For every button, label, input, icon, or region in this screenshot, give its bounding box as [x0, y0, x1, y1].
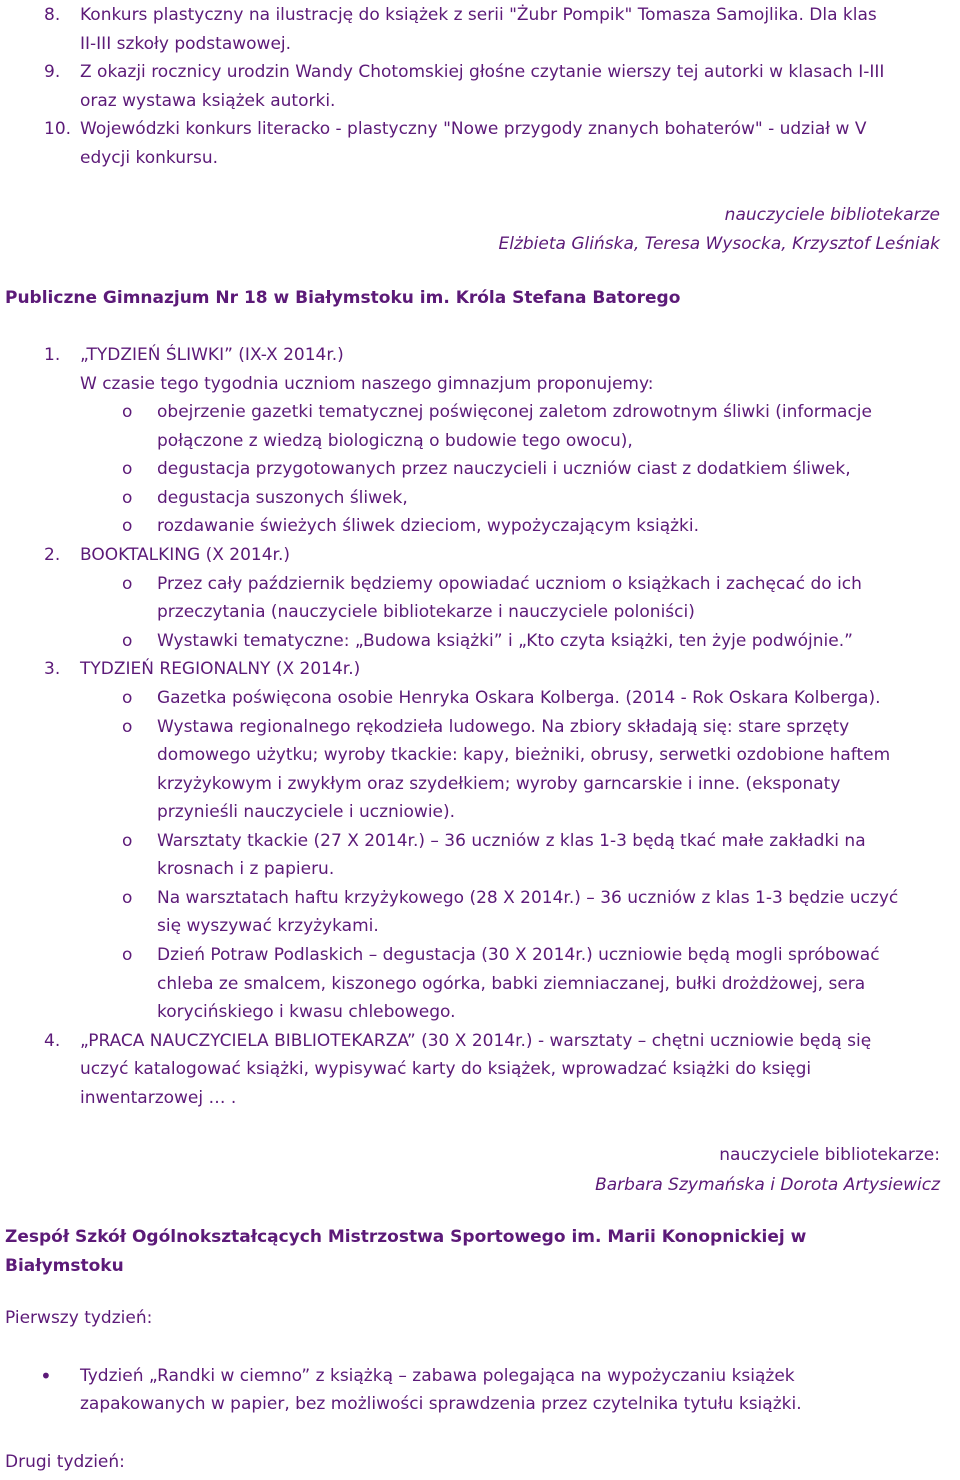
list-item-text: degustacja przygotowanych przez nauczycieli i uczniów ciast z dodatkiem śliwek, — [157, 459, 851, 479]
week-heading: Drugi tydzień: — [5, 1452, 125, 1472]
bullet-o: o — [122, 516, 133, 536]
section-title: BOOKTALKING (X 2014r.) — [80, 545, 290, 565]
list-item-text: obejrzenie gazetki tematycznej poświęconej zaletom zdrowotnym śliwki (informacje — [157, 402, 872, 422]
list-item-text: zapakowanych w papier, bez możliwości sprawdzenia przez czytelnika tytułu książki. — [80, 1394, 802, 1414]
list-item-text: korycińskiego i kwasu chlebowego. — [157, 1002, 456, 1022]
school-heading: Publiczne Gimnazjum Nr 18 w Białymstoku im. Króla Stefana Batorego — [5, 288, 681, 308]
list-item-text: przeczytania (nauczyciele bibliotekarze i nauczyciele poloniści) — [157, 602, 695, 622]
list-item-text: Gazetka poświęcona osobie Henryka Oskara Kolberga. (2014 - Rok Oskara Kolberga). — [157, 688, 881, 708]
list-item-text: Na warsztatach haftu krzyżykowego (28 X 2014r.) – 36 uczniów z klas 1-3 będzie uczyć — [157, 888, 899, 908]
list-item-text: oraz wystawa książek autorki. — [80, 91, 336, 111]
section-text: uczyć katalogować książki, wypisywać karty do książek, wprowadzać książki do księgi — [80, 1059, 812, 1079]
list-item-text: Wystawki tematyczne: „Budowa książki” i „Kto czyta książki, ten żyje podwójnie.” — [157, 631, 853, 651]
signature-names: Barbara Szymańska i Dorota Artysiewicz — [595, 1175, 940, 1195]
list-item-text: II-III szkoły podstawowej. — [80, 34, 292, 54]
bullet-o: o — [122, 888, 133, 908]
signature-role: nauczyciele bibliotekarze — [724, 205, 940, 225]
list-item-text: Dzień Potraw Podlaskich – degustacja (30 X 2014r.) uczniowie będą mogli spróbować — [157, 945, 880, 965]
list-item-text: Wystawa regionalnego rękodzieła ludowego. Na zbiory składają się: stare sprzęty — [157, 717, 850, 737]
section-title: „PRACA NAUCZYCIELA BIBLIOTEKARZA” (30 X 2014r.) - warsztaty – chętni uczniowie będą się — [80, 1031, 872, 1051]
list-item-text: krosnach i z papieru. — [157, 859, 335, 879]
bullet-o: o — [122, 717, 133, 737]
list-item-text: Wojewódzki konkurs literacko - plastyczny "Nowe przygody znanych bohaterów" - udział w V — [80, 119, 867, 139]
list-item-text: Tydzień „Randki w ciemno” z książką – zabawa polegająca na wypożyczaniu książek — [80, 1366, 795, 1386]
section-text: inwentarzowej … . — [80, 1088, 237, 1108]
school-heading: Białymstoku — [5, 1256, 124, 1276]
list-item-text: Z okazji rocznicy urodzin Wandy Chotomskiej głośne czytanie wierszy tej autorki w klasach I-III — [80, 62, 885, 82]
list-item-text: się wyszywać krzyżykami. — [157, 916, 379, 936]
list-item-text: Przez cały październik będziemy opowiadać uczniom o książkach i zachęcać do ich — [157, 574, 862, 594]
section-intro: W czasie tego tygodnia uczniom naszego gimnazjum proponujemy: — [80, 374, 654, 394]
bullet-o: o — [122, 459, 133, 479]
list-item-text: edycji konkursu. — [80, 148, 219, 168]
list-item-text: Konkurs plastyczny na ilustrację do książek z serii "Żubr Pompik" Tomasza Samojlika. Dla klas — [80, 5, 877, 25]
week-heading: Pierwszy tydzień: — [5, 1308, 153, 1328]
list-item-text: połączone z wiedzą biologiczną o budowie tego owocu), — [157, 431, 633, 451]
bullet-dot: • — [40, 1364, 52, 1388]
list-item-text: degustacja suszonych śliwek, — [157, 488, 408, 508]
list-number: 8. — [44, 5, 61, 25]
list-item-text: rozdawanie świeżych śliwek dzieciom, wypożyczającym książki. — [157, 516, 700, 536]
section-title: „TYDZIEŃ ŚLIWKI” (IX-X 2014r.) — [80, 345, 344, 365]
list-item-text: chleba ze smalcem, kiszonego ogórka, babki ziemniaczanej, bułki drożdżowej, sera — [157, 974, 866, 994]
bullet-o: o — [122, 631, 133, 651]
section-title: TYDZIEŃ REGIONALNY (X 2014r.) — [80, 659, 361, 679]
signature-names: Elżbieta Glińska, Teresa Wysocka, Krzysztof Leśniak — [498, 234, 940, 254]
bullet-o: o — [122, 488, 133, 508]
bullet-o: o — [122, 402, 133, 422]
list-item-text: przynieśli nauczyciele i uczniowie). — [157, 802, 456, 822]
section-number: 3. — [44, 659, 61, 679]
bullet-o: o — [122, 688, 133, 708]
list-number: 10. — [44, 119, 72, 139]
bullet-o: o — [122, 945, 133, 965]
section-number: 4. — [44, 1031, 61, 1051]
list-item-text: Warsztaty tkackie (27 X 2014r.) – 36 uczniów z klas 1-3 będą tkać małe zakładki na — [157, 831, 866, 851]
signature-role: nauczyciele bibliotekarze: — [719, 1145, 940, 1165]
bullet-o: o — [122, 574, 133, 594]
bullet-o: o — [122, 831, 133, 851]
list-item-text: domowego użytku; wyroby tkackie: kapy, bieżniki, obrusy, serwetki ozdobione haftem — [157, 745, 891, 765]
school-heading: Zespół Szkół Ogólnokształcących Mistrzostwa Sportowego im. Marii Konopnickiej w — [5, 1227, 807, 1247]
list-item-text: krzyżykowym i zwykłym oraz szydełkiem; wyroby garncarskie i inne. (eksponaty — [157, 774, 841, 794]
list-number: 9. — [44, 62, 61, 82]
section-number: 2. — [44, 545, 61, 565]
section-number: 1. — [44, 345, 61, 365]
